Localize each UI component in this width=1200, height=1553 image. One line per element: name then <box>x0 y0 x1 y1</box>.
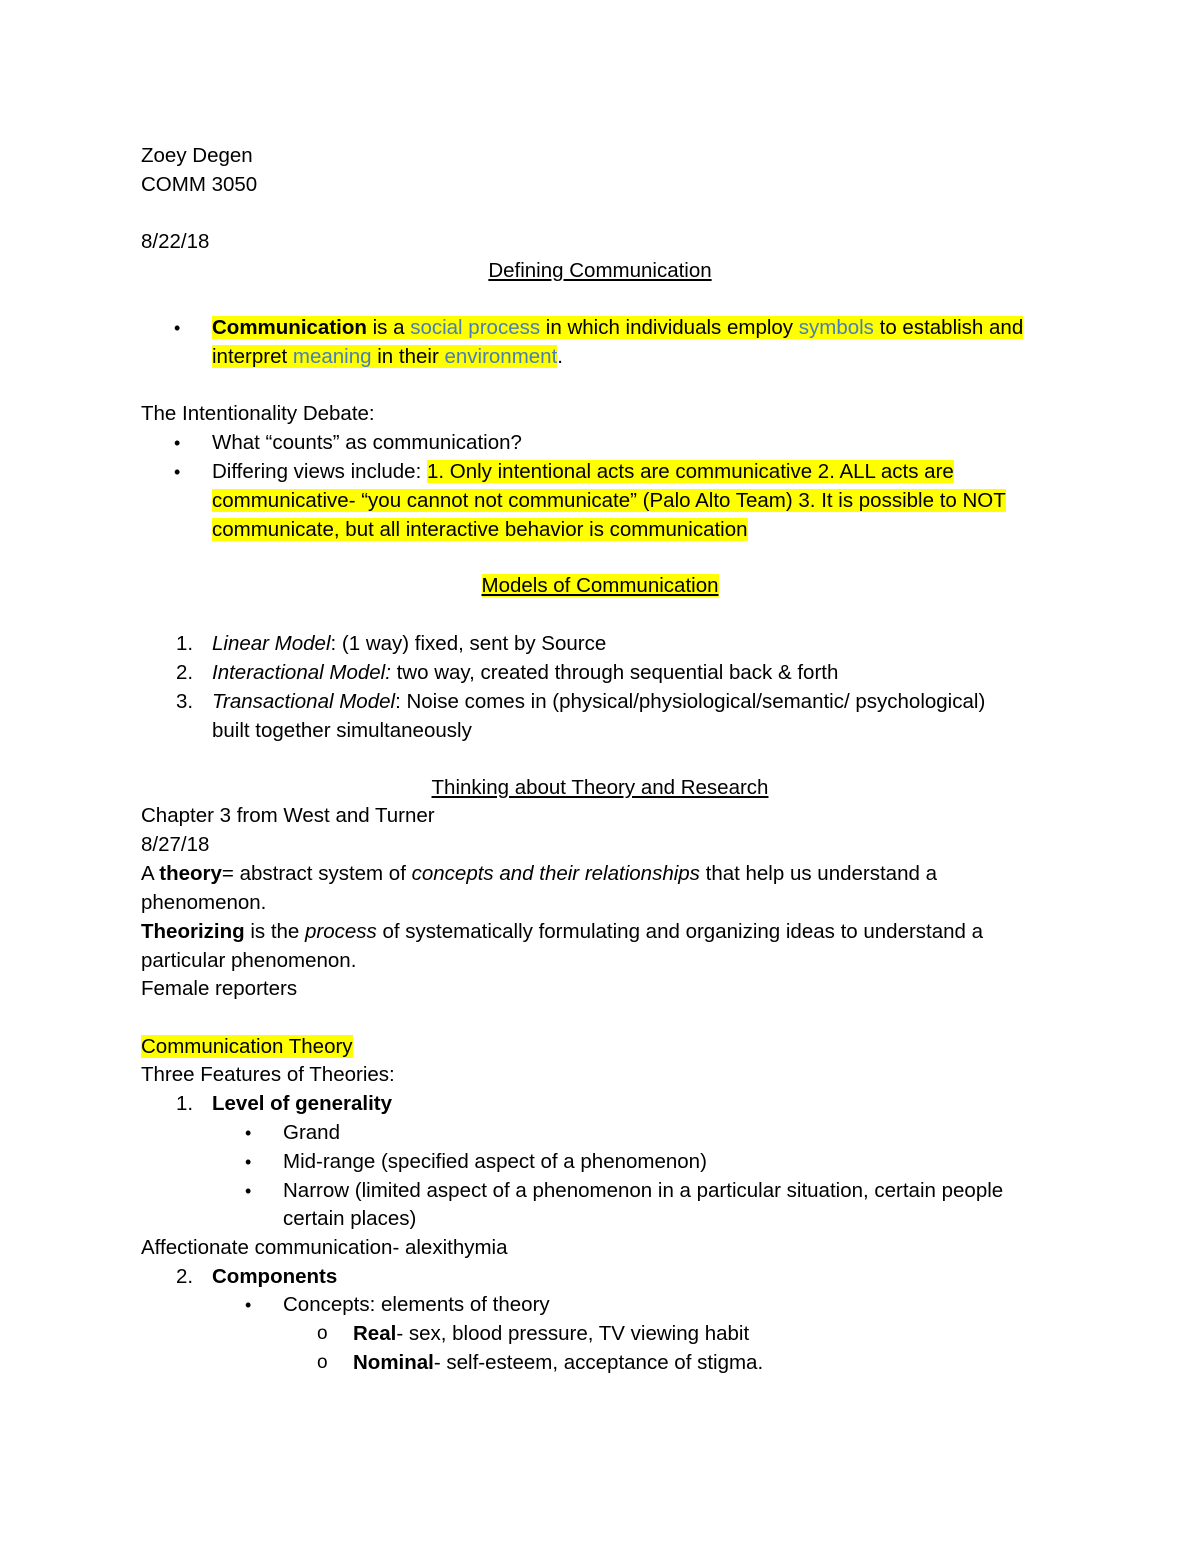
bullet-icon: • <box>245 1295 252 1315</box>
generality-mid-range: Mid-range (specified aspect of a phenomenon) <box>283 1150 707 1173</box>
model-item-interactional: Interactional Model: two way, created through sequential back & forth <box>212 661 839 684</box>
date-2: 8/27/18 <box>141 833 210 856</box>
model-item-linear: Linear Model: (1 way) fixed, sent by Source <box>212 632 607 655</box>
definition-line-1: Communication is a social process in which individuals employ symbols to establish and <box>212 316 1024 339</box>
theory-definition-cont: phenomenon. <box>141 891 267 914</box>
intentionality-bullet-1: What “counts” as communication? <box>212 431 522 454</box>
definition-line-2: interpret meaning in their environment. <box>212 345 563 368</box>
intentionality-heading: The Intentionality Debate: <box>141 402 375 425</box>
theorizing-definition: Theorizing is the process of systematically formulating and organizing ideas to understand a <box>141 920 984 943</box>
bullet-icon: • <box>245 1123 252 1143</box>
bullet-icon: • <box>174 433 181 453</box>
date-1: 8/22/18 <box>141 230 210 253</box>
list-number: 1. <box>176 1092 194 1115</box>
concept-nominal: Nominal- self-esteem, acceptance of stigma. <box>353 1351 764 1374</box>
model-item-transactional: Transactional Model: Noise comes in (physical/physiological/semantic/ psychological) <box>212 690 986 713</box>
circle-bullet-icon: o <box>317 1352 328 1373</box>
list-number: 1. <box>176 632 194 655</box>
affectionate-note: Affectionate communication- alexithymia <box>141 1236 508 1259</box>
intentionality-bullet-2-cont-1: communicative- “you cannot not communicate” (Palo Alto Team) 3. It is possible to NOT <box>212 489 1006 512</box>
feature-components: Components <box>212 1265 338 1288</box>
section-title-theory: Thinking about Theory and Research <box>431 776 769 799</box>
theory-definition: A theory= abstract system of concepts and their relationships that help us understand a <box>141 862 937 885</box>
list-number: 2. <box>176 1265 194 1288</box>
generality-grand: Grand <box>283 1121 340 1144</box>
feature-level-of-generality: Level of generality <box>212 1092 393 1115</box>
note-female-reporters: Female reporters <box>141 977 298 1000</box>
section-title-models: Models of Communication <box>481 574 719 597</box>
course-code: COMM 3050 <box>141 173 258 196</box>
author-name: Zoey Degen <box>141 144 253 167</box>
generality-narrow: Narrow (limited aspect of a phenomenon in a particular situation, certain people <box>283 1179 1004 1202</box>
features-subtitle: Three Features of Theories: <box>141 1063 395 1086</box>
section-title-defining: Defining Communication <box>488 259 712 282</box>
list-number: 2. <box>176 661 194 684</box>
generality-narrow-cont: certain places) <box>283 1207 417 1230</box>
comm-theory-heading: Communication Theory <box>141 1035 353 1058</box>
bullet-icon: • <box>174 318 181 338</box>
model-item-transactional-cont: built together simultaneously <box>212 719 472 742</box>
list-number: 3. <box>176 690 194 713</box>
chapter-reference: Chapter 3 from West and Turner <box>141 804 435 827</box>
bullet-icon: • <box>174 462 181 482</box>
intentionality-bullet-2-cont-2: communicate, but all interactive behavior is communication <box>212 518 748 541</box>
bullet-icon: • <box>245 1181 252 1201</box>
bullet-icon: • <box>245 1152 252 1172</box>
intentionality-bullet-2: Differing views include: 1. Only intentional acts are communicative 2. ALL acts are <box>212 460 954 483</box>
components-concepts: Concepts: elements of theory <box>283 1293 550 1316</box>
concept-real: Real- sex, blood pressure, TV viewing habit <box>353 1322 750 1345</box>
circle-bullet-icon: o <box>317 1323 328 1344</box>
theorizing-definition-cont: particular phenomenon. <box>141 949 357 972</box>
